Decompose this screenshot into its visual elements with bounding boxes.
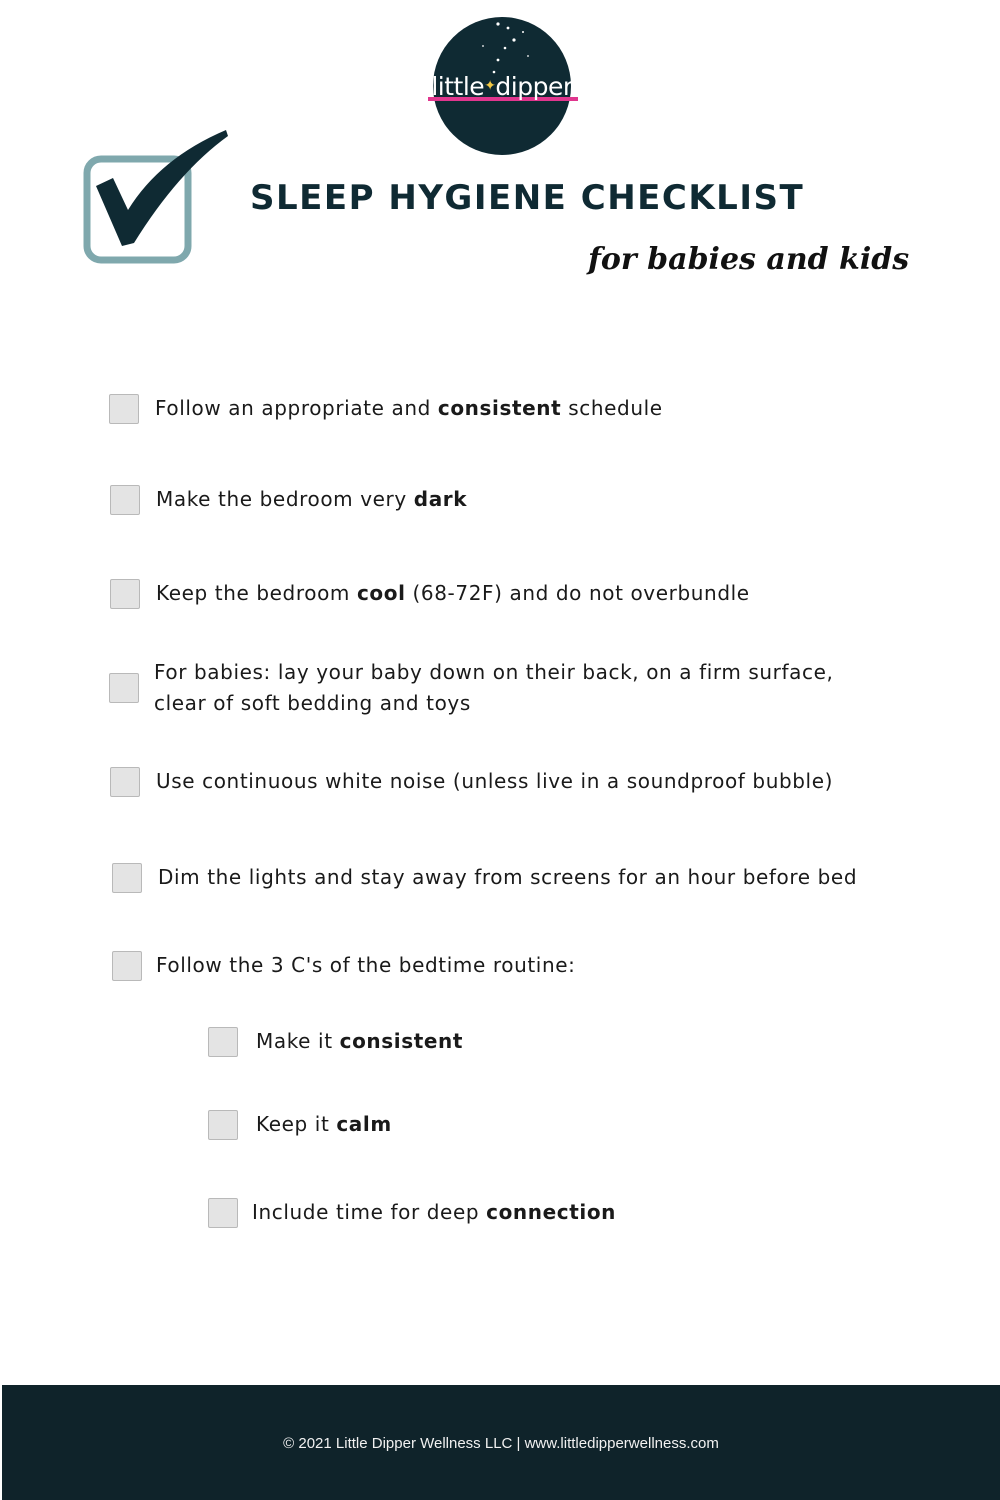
checklist-subitem — [208, 1109, 392, 1140]
checkbox[interactable] — [208, 1110, 238, 1140]
item-label: For babies: lay your baby down on their back, on a firm surface, clear of soft bedding and toys — [154, 660, 834, 715]
checkbox[interactable] — [208, 1198, 238, 1228]
page-subtitle: for babies and kids — [588, 242, 910, 277]
checklist-item — [110, 766, 833, 797]
checklist-subitem — [208, 1197, 616, 1228]
svg-text:little✦dipper — [431, 72, 573, 101]
footer — [2, 1385, 1000, 1500]
item-label: Make the bedroom very dark — [156, 487, 468, 511]
checklist-item — [110, 578, 750, 609]
checkbox[interactable] — [109, 394, 139, 424]
item-label: Follow the 3 C's of the bedtime routine: — [156, 953, 576, 977]
checklist-item — [109, 657, 833, 719]
item-label: Use continuous white noise (unless live in a soundproof bubble) — [156, 769, 834, 793]
checkbox[interactable] — [110, 579, 140, 609]
checkbox[interactable] — [112, 951, 142, 981]
logo-star-icon: ✦ — [484, 78, 496, 94]
checkbox-checked-icon — [80, 126, 230, 268]
page-title: SLEEP HYGIENE CHECKLIST — [250, 178, 805, 218]
checkbox[interactable] — [110, 485, 140, 515]
item-label: Follow an appropriate and consistent schedule — [155, 396, 663, 420]
checkbox[interactable] — [112, 863, 142, 893]
checkbox[interactable] — [109, 673, 139, 703]
item-label: Make it consistent — [256, 1029, 464, 1053]
checklist-item — [112, 862, 857, 893]
item-label: Keep the bedroom cool (68-72F) and do not overbundle — [156, 581, 750, 605]
brand-logo — [428, 16, 578, 158]
item-label: Include time for deep connection — [252, 1200, 617, 1224]
checkbox[interactable] — [110, 767, 140, 797]
checklist-item — [110, 484, 467, 515]
logo-text-right: dipper — [495, 72, 573, 101]
item-label: Keep it calm — [256, 1112, 392, 1136]
footer-copyright: © 2021 Little Dipper Wellness LLC | www.littledipperwellness.com — [283, 1435, 719, 1452]
checklist-item — [112, 950, 575, 981]
item-label: Dim the lights and stay away from screens for an hour before bed — [158, 865, 858, 889]
logo-text-left: little — [431, 72, 485, 101]
checklist-item — [109, 393, 663, 424]
checkbox[interactable] — [208, 1027, 238, 1057]
checklist-subitem — [208, 1026, 463, 1057]
